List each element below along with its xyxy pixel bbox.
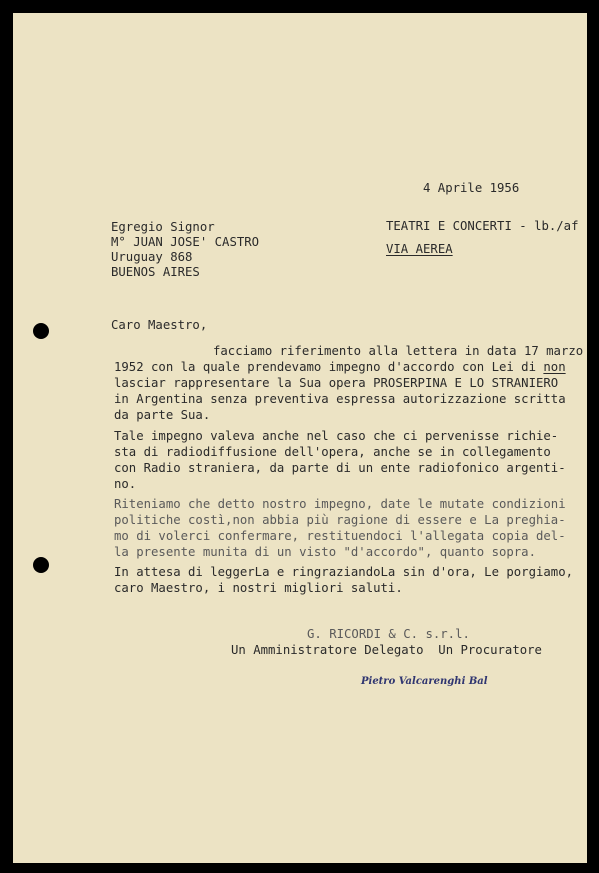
company-name: G. RICORDI & C. s.r.l. (307, 627, 470, 641)
p3-line-3: mo di volerci confermare, restituendoci l'allegata copia del- (114, 529, 566, 543)
p1-line-3: lasciar rappresentare la Sua opera PROSERPINA E LO STRANIERO (114, 376, 559, 390)
p2-line-2: sta di radiodiffusione dell'opera, anche se in collegamento (114, 445, 551, 459)
p4-line-1: In attesa di leggerLa e ringraziandoLa sin d'ora, Le porgiamo, (114, 565, 574, 579)
punch-hole-top (33, 323, 49, 339)
recipient-line-1: Egregio Signor (111, 220, 215, 234)
recipient-line-2: M° JUAN JOSE' CASTRO (111, 235, 260, 249)
p4-line-2: caro Maestro, i nostri migliori saluti. (114, 581, 403, 595)
salutation: Caro Maestro, (111, 318, 208, 332)
letter-page (13, 13, 587, 863)
p3-line-1: Riteniamo che detto nostro impegno, date le mutate condizioni (114, 497, 566, 511)
p1-line-2 (114, 361, 566, 373)
recipient-line-3: Uruguay 868 (111, 250, 193, 264)
p1-line-2-text: 1952 con la quale prendevamo impegno d'accordo con Lei di (114, 360, 544, 374)
p2-line-4: no. (114, 477, 137, 491)
p1-line-1: facciamo riferimento alla lettera in data 17 marzo (213, 344, 584, 358)
punch-hole-bottom (33, 557, 49, 573)
p3-line-2: politiche costì,non abbia più ragione di essere e La preghia- (114, 513, 566, 527)
letter-date: 4 Aprile 1956 (423, 181, 520, 195)
signatory-roles: Un Amministratore Delegato Un Procuratore (231, 643, 542, 657)
emphasis-non: non (543, 360, 566, 374)
p2-line-1: Tale impegno valeva anche nel caso che ci pervenisse richie- (114, 429, 559, 443)
p3-line-4: la presente munita di un visto "d'accordo", quanto sopra. (114, 545, 536, 559)
p1-line-5: da parte Sua. (114, 408, 211, 422)
reference-dept: TEATRI E CONCERTI - lb./af (386, 219, 579, 233)
p1-line-4: in Argentina senza preventiva espressa autorizzazione scritta (114, 392, 566, 406)
recipient-line-4: BUENOS AIRES (111, 265, 200, 279)
p2-line-3: con Radio straniera, da parte di un ente radiofonico argenti- (114, 461, 566, 475)
reference-delivery: VIA AEREA (386, 242, 453, 256)
signature-stamp: Pietro Valcarenghi Bal (361, 676, 488, 687)
